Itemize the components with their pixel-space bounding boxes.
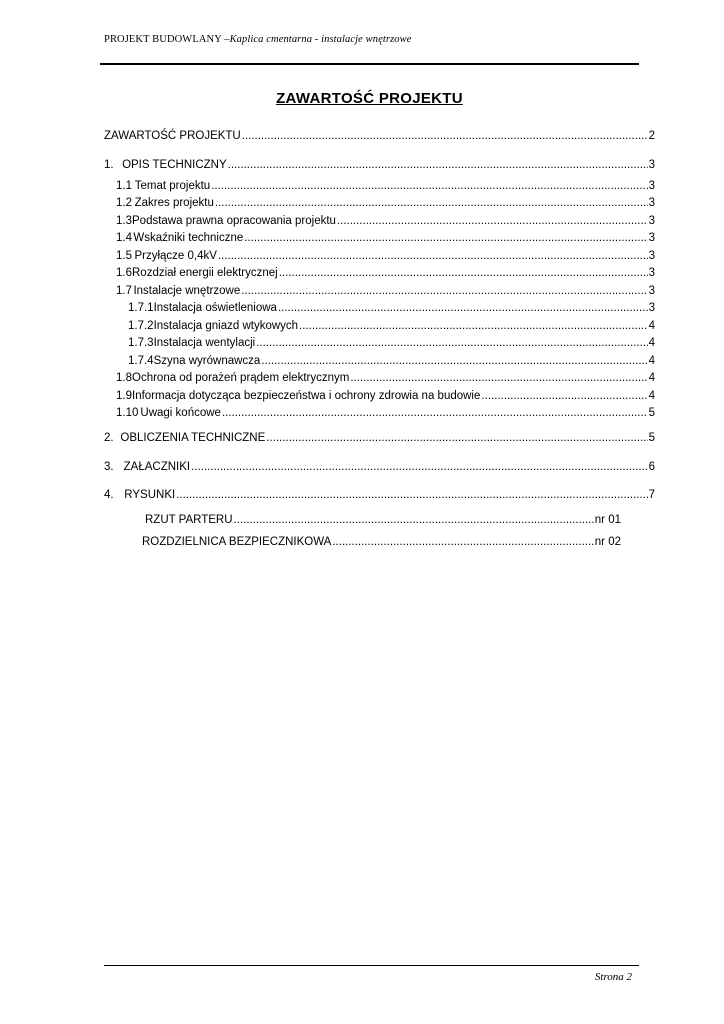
toc-entry-page: 3	[648, 232, 655, 244]
toc-entry-page: 3	[648, 267, 655, 279]
toc-leader	[261, 354, 647, 368]
drawing-entry-number: nr 01	[594, 514, 621, 526]
toc-entry-number: 4.	[104, 489, 114, 501]
toc-entry-text: ZAŁACZNIKI	[123, 461, 191, 473]
drawing-entry[interactable]	[145, 513, 621, 527]
toc-entry-number: 1.7.2	[128, 320, 154, 332]
toc-entry[interactable]	[116, 266, 655, 280]
toc-entry[interactable]	[116, 179, 655, 193]
toc-entry-text: Wskaźniki techniczne	[133, 232, 244, 244]
toc-entry[interactable]	[104, 158, 655, 172]
toc-entry[interactable]	[116, 196, 655, 210]
toc-entry[interactable]	[104, 129, 655, 143]
toc-entry[interactable]	[116, 406, 655, 420]
toc-entry[interactable]	[104, 460, 655, 474]
toc-entry-page: 5	[648, 432, 655, 444]
toc-entry-page: 3	[648, 180, 655, 192]
toc-leader	[191, 460, 648, 474]
toc-entry-text: RYSUNKI	[124, 489, 176, 501]
toc-entry-number: 1.9	[116, 390, 132, 402]
toc-entry[interactable]	[116, 389, 655, 403]
toc-leader	[234, 513, 594, 527]
toc-leader	[337, 214, 648, 228]
header-italic: Kaplica cmentarna - instalacje wnętrzowe	[229, 34, 412, 45]
toc-entry-number: 1.7.1	[128, 302, 154, 314]
footer-rule	[104, 965, 639, 966]
toc-entry-text: Rozdział energii elektrycznej	[132, 267, 278, 279]
toc-entry-text: Zakres projektu	[134, 197, 214, 209]
toc-entry-text: OBLICZENIA TECHNICZNE	[120, 432, 266, 444]
toc-entry[interactable]	[128, 301, 655, 315]
drawing-entry-text: ROZDZIELNICA BEZPIECZNIKOWA	[142, 536, 332, 548]
toc-entry-text: Uwagi końcowe	[140, 407, 221, 419]
page-number: Strona 2	[594, 971, 632, 983]
toc-entry-number: 2.	[104, 432, 114, 444]
toc-leader	[242, 129, 648, 143]
toc-leader	[228, 158, 648, 172]
toc-leader	[350, 371, 647, 385]
toc-entry-number: 1.7.4	[128, 355, 154, 367]
toc-entry-page: 2	[648, 130, 655, 142]
toc-entry-page: 3	[648, 250, 655, 262]
toc-entry[interactable]	[128, 336, 655, 350]
toc-entry[interactable]	[116, 249, 655, 263]
toc-entry-text: Podstawa prawna opracowania projektu	[132, 215, 336, 227]
toc-entry-text: OPIS TECHNICZNY	[122, 159, 227, 171]
toc-leader	[176, 488, 647, 502]
toc-entry-page: 4	[648, 320, 655, 332]
toc-entry-page: 3	[648, 285, 655, 297]
page-title: ZAWARTOŚĆ PROJEKTU	[276, 90, 463, 107]
toc-leader	[256, 336, 647, 350]
toc-entry-page: 4	[648, 372, 655, 384]
toc-entry[interactable]	[104, 431, 655, 445]
toc-entry[interactable]	[128, 354, 655, 368]
toc-entry-number: 1.2	[116, 197, 132, 209]
toc-leader	[332, 535, 593, 549]
toc-entry-number: 1.4	[116, 232, 132, 244]
toc-entry-text: Instalacja wentylacji	[153, 337, 256, 349]
toc-entry-page: 6	[648, 461, 655, 473]
toc-entry-text: Szyna wyrównawcza	[153, 355, 261, 367]
toc-entry-number: 1.5	[116, 250, 132, 262]
toc-leader	[218, 249, 648, 263]
toc-entry-page: 4	[648, 355, 655, 367]
toc-entry[interactable]	[116, 214, 655, 228]
toc-entry-number: 1.	[104, 159, 114, 171]
toc-entry-number: 1.3	[116, 215, 132, 227]
toc-entry-text: Informacja dotycząca bezpieczeństwa i ochrony zdrowia na budowie	[132, 390, 481, 402]
toc-leader	[278, 301, 648, 315]
toc-entry[interactable]	[116, 231, 655, 245]
toc-leader	[279, 266, 648, 280]
toc-leader	[241, 284, 647, 298]
toc-entry-number: 1.6	[116, 267, 132, 279]
toc-entry-number: 1.1	[116, 180, 132, 192]
toc-entry-text: Ochrona od porażeń prądem elektrycznym	[132, 372, 350, 384]
toc-entry-text: Instalacja gniazd wtykowych	[153, 320, 299, 332]
toc-entry-page: 3	[648, 197, 655, 209]
toc-leader	[244, 231, 647, 245]
toc-entry-text: Przyłącze 0,4kV	[134, 250, 217, 262]
toc-entry-page: 4	[648, 390, 655, 402]
toc-entry-page: 7	[648, 489, 655, 501]
toc-entry-text: Instalacje wnętrzowe	[133, 285, 241, 297]
toc-leader	[222, 406, 648, 420]
toc-entry-text: ZAWARTOŚĆ PROJEKTU	[104, 130, 241, 142]
toc-entry[interactable]	[116, 371, 655, 385]
toc-leader	[266, 431, 647, 445]
toc-entry-page: 3	[648, 302, 655, 314]
toc-entry-text: Instalacja oświetleniowa	[153, 302, 277, 314]
toc-entry-number: 1.10	[116, 407, 139, 419]
toc-leader	[211, 179, 647, 193]
toc-entry-number: 1.8	[116, 372, 132, 384]
toc-entry-page: 3	[648, 215, 655, 227]
toc-entry-text: Temat projektu	[134, 180, 211, 192]
toc-leader	[481, 389, 647, 403]
toc-entry-page: 3	[648, 159, 655, 171]
toc-entry[interactable]	[128, 319, 655, 333]
drawing-entry-text: RZUT PARTERU	[145, 514, 233, 526]
toc-entry-number: 1.7	[116, 285, 132, 297]
toc-leader	[215, 196, 648, 210]
toc-entry[interactable]	[104, 488, 655, 502]
toc-leader	[299, 319, 648, 333]
toc-entry-page: 4	[648, 337, 655, 349]
drawing-entry-number: nr 02	[594, 536, 621, 548]
toc-entry-number: 1.7.3	[128, 337, 154, 349]
header-prefix: PROJEKT BUDOWLANY –	[104, 34, 230, 45]
toc-entry-number: 3.	[104, 461, 114, 473]
toc-entry[interactable]	[116, 284, 655, 298]
toc-entry-page: 5	[648, 407, 655, 419]
drawing-entry[interactable]	[142, 535, 621, 549]
